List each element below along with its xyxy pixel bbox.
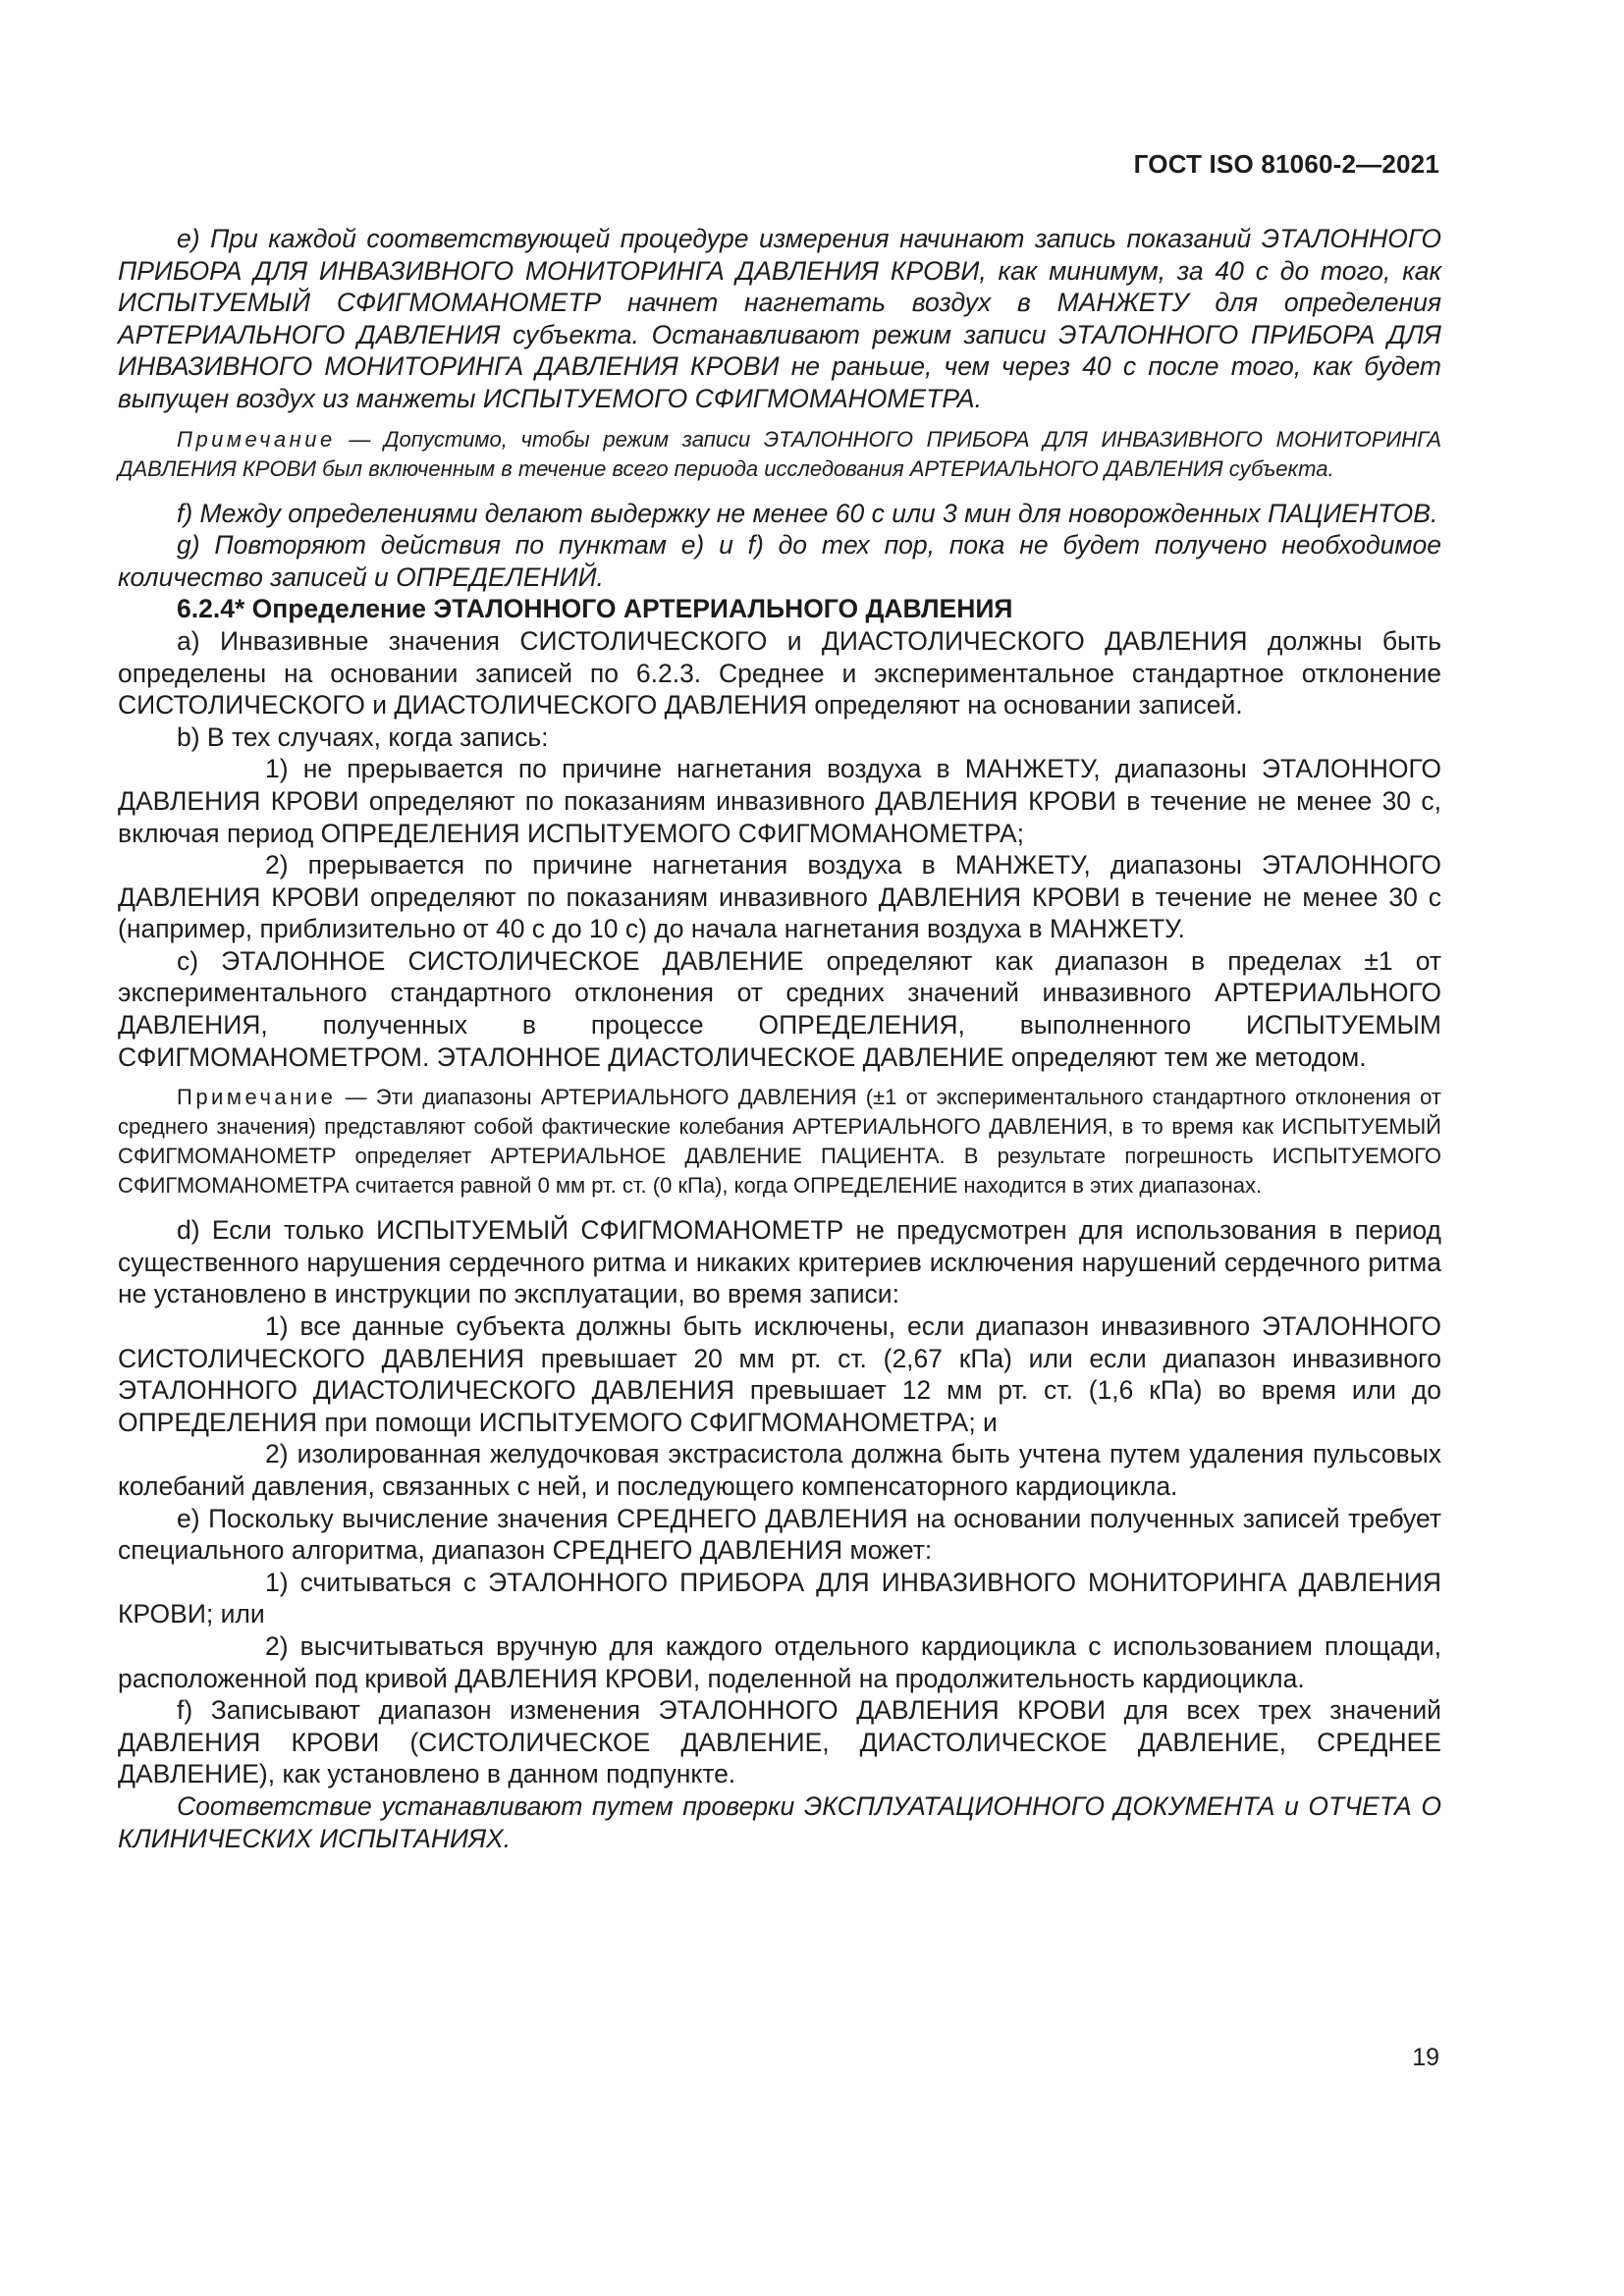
- section-heading-6-2-4: 6.2.4* Определение ЭТАЛОННОГО АРТЕРИАЛЬНОГО ДАВЛЕНИЯ: [177, 594, 1013, 624]
- compliance-statement: Соответствие устанавливают путем проверки ЭКСПЛУАТАЦИОННОГО ДОКУМЕНТА и ОТЧЕТА О КЛИНИЧЕСКИХ ИСПЫТАНИЯХ.: [118, 1790, 1441, 1853]
- body-text: [118, 223, 1441, 1854]
- list-item-e-2: 2) высчитываться вручную для каждого отдельного кардиоцикла с использованием площади, расположенной под кривой ДАВЛЕНИЯ КРОВИ, поделенной на продолжительность кардиоцикла.: [118, 1630, 1441, 1693]
- list-item-d-2: 2) изолированная желудочковая экстрасистола должна быть учтена путем удаления пульсовых колебаний давления, связанных с ней, и последующего компенсаторного кардиоцикла.: [118, 1439, 1441, 1501]
- page-number: 19: [1412, 2044, 1439, 2071]
- document-id: ГОСТ ISO 81060-2—2021: [1133, 149, 1439, 179]
- paragraph-f-pause: f) Между определениями делают выдержку не менее 60 с или 3 мин для новорожденных ПАЦИЕНТОВ.: [177, 498, 1438, 528]
- note-text: — Допустимо, чтобы режим записи ЭТАЛОННОГО ПРИБОРА ДЛЯ ИНВАЗИВНОГО МОНИТОРИНГА ДАВЛЕНИЯ КРОВИ был включенным в течение всего периода исследования АРТЕРИАЛЬНОГО ДАВЛЕНИЯ субъекта.: [118, 426, 1441, 481]
- list-item-d-1: 1) все данные субъекта должны быть исключены, если диапазон инвазивного ЭТАЛОННОГО СИСТОЛИЧЕСКОГО ДАВЛЕНИЯ превышает 20 мм рт. ст. (2,67 кПа) или если диапазон инвазивного ЭТАЛОННОГО ДИАСТОЛИЧЕСКОГО ДАВЛЕНИЯ превышает 12 мм рт. ст. (1,6 кПа) во время или до ОПРЕДЕЛЕНИЯ при помощи ИСПЫТУЕМОГО СФИГМОМАНОМЕТРА; и: [118, 1311, 1441, 1437]
- paragraph-a-invasive: a) Инвазивные значения СИСТОЛИЧЕСКОГО и ДИАСТОЛИЧЕСКОГО ДАВЛЕНИЯ должны быть определены на основании записей по 6.2.3. Среднее и экспериментальное стандартное отклонение СИСТОЛИЧЕСКОГО и ДИАСТОЛИЧЕСКОГО ДАВЛЕНИЯ определяют на основании записей.: [118, 625, 1441, 721]
- paragraph-d-arrhythmia: d) Если только ИСПЫТУЕМЫЙ СФИГМОМАНОМЕТР не предусмотрен для использования в период существенного нарушения сердечного ритма и никаких критериев исключения нарушений сердечного ритма не установлено в инструкции по эксплуатации, во время записи:: [118, 1215, 1441, 1309]
- paragraph-g-repeat: g) Повторяют действия по пунктам е) и f) до тех пор, пока не будет получено необходимое количество записей и ОПРЕДЕЛЕНИЙ.: [118, 530, 1441, 592]
- list-item-e-1: 1) считываться с ЭТАЛОННОГО ПРИБОРА ДЛЯ ИНВАЗИВНОГО МОНИТОРИНГА ДАВЛЕНИЯ КРОВИ; или: [118, 1567, 1441, 1629]
- note-label: Примечание: [177, 426, 336, 452]
- paragraph-c-systolic: c) ЭТАЛОННОЕ СИСТОЛИЧЕСКОЕ ДАВЛЕНИЕ определяют как диапазон в пределах ±1 от экспериментального стандартного отклонения от средних значений инвазивного АРТЕРИАЛЬНОГО ДАВЛЕНИЯ, полученных в процессе ОПРЕДЕЛЕНИЯ, выполненного ИСПЫТУЕМЫМ СФИГМОМАНОМЕТРОМ. ЭТАЛОННОЕ ДИАСТОЛИЧЕСКОЕ ДАВЛЕНИЕ определяют тем же методом.: [118, 945, 1441, 1072]
- paragraph-f-record-range: f) Записывают диапазон изменения ЭТАЛОННОГО ДАВЛЕНИЯ КРОВИ для всех трех значений ДАВЛЕНИЯ КРОВИ (СИСТОЛИЧЕСКОЕ ДАВЛЕНИЕ, ДИАСТОЛИЧЕСКОЕ ДАВЛЕНИЕ, СРЕДНЕЕ ДАВЛЕНИЕ), как установлено в данном подпункте.: [118, 1695, 1441, 1789]
- note-text: — Эти диапазоны АРТЕРИАЛЬНОГО ДАВЛЕНИЯ (±1 от экспериментального стандартного отклонения от среднего значения) представляют собой фактические колебания АРТЕРИАЛЬНОГО ДАВЛЕНИЯ, в то время как ИСПЫТУЕМЫЙ СФИГМОМАНОМЕТР определяет АРТЕРИАЛЬНОЕ ДАВЛЕНИЕ ПАЦИЕНТА. В результате погрешность ИСПЫТУЕМОГО СФИГМОМАНОМЕТРА считается равной 0 мм рт. ст. (0 кПа), когда ОПРЕДЕЛЕНИЕ находится в этих диапазонах.: [118, 1085, 1441, 1199]
- note-label: Примечание: [177, 1085, 337, 1110]
- paragraph-e-recording: е) При каждой соответствующей процедуре измерения начинают запись показаний ЭТАЛОННОГО ПРИБОРА ДЛЯ ИНВАЗИВНОГО МОНИТОРИНГА ДАВЛЕНИЯ КРОВИ, как минимум, за 40 с до того, как ИСПЫТУЕМЫЙ СФИГМОМАНОМЕТР начнет нагнетать воздух в МАНЖЕТУ для определения АРТЕРИАЛЬНОГО ДАВЛЕНИЯ субъекта. Останавливают режим записи ЭТАЛОННОГО ПРИБОРА ДЛЯ ИНВАЗИВНОГО МОНИТОРИНГА ДАВЛЕНИЯ КРОВИ не раньше, чем через 40 с после того, как будет выпущен воздух из манжеты ИСПЫТУЕМОГО СФИГМОМАНОМЕТРА.: [118, 224, 1441, 413]
- list-item-b-1: 1) не прерывается по причине нагнетания воздуха в МАНЖЕТУ, диапазоны ЭТАЛОННОГО ДАВЛЕНИЯ КРОВИ определяют по показаниям инвазивного ДАВЛЕНИЯ КРОВИ в течение не менее 30 с, включая период ОПРЕДЕЛЕНИЯ ИСПЫТУЕМОГО СФИГМОМАНОМЕТРА;: [118, 754, 1441, 848]
- paragraph-e-mean-pressure: e) Поскольку вычисление значения СРЕДНЕГО ДАВЛЕНИЯ на основании полученных записей требует специального алгоритма, диапазон СРЕДНЕГО ДАВЛЕНИЯ может:: [118, 1503, 1441, 1566]
- paragraph-b-cases: b) В тех случаях, когда запись:: [177, 721, 549, 752]
- note-1: [118, 425, 1441, 484]
- list-item-b-2: 2) прерывается по причине нагнетания воздуха в МАНЖЕТУ, диапазоны ЭТАЛОННОГО ДАВЛЕНИЯ КРОВИ определяют по показаниям инвазивного ДАВЛЕНИЯ КРОВИ в течение не менее 30 с (например, приблизительно от 40 с до 10 с) до начала нагнетания воздуха в МАНЖЕТУ.: [118, 850, 1441, 944]
- note-2: [118, 1083, 1441, 1201]
